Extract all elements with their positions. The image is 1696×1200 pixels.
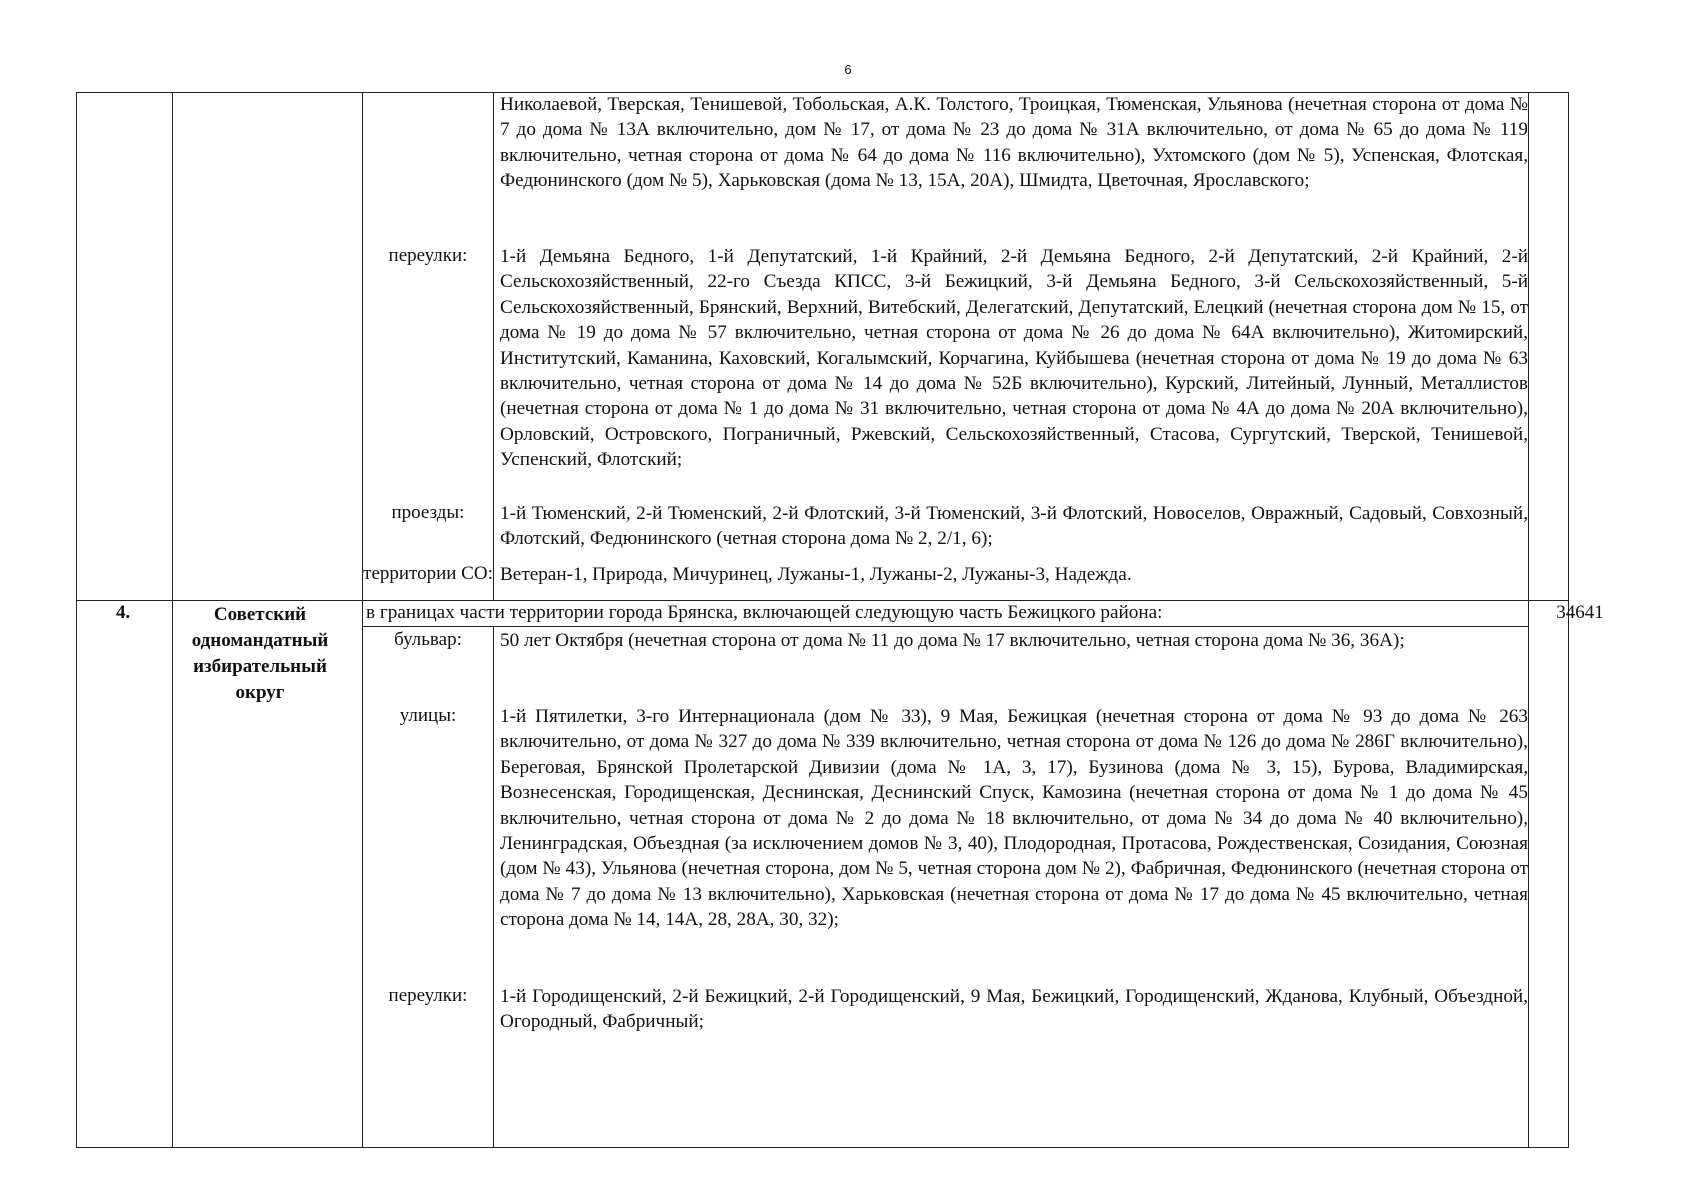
label-sep-lower bbox=[493, 626, 494, 1147]
okrug-name: Советский одномандатный избирательный округ bbox=[191, 604, 329, 703]
label-bulvar: бульвар: bbox=[394, 629, 462, 650]
row-header-text: в границах части территории города Брянска, включающей следующую часть Бежицкого района: bbox=[366, 602, 1163, 623]
pereulki-text: 1-й Городищенский, 2-й Бежицкий, 2-й Городищенский, 9 Мая, Бежицкий, Городищенский, Жданова, Клубный, Объездной, Огородный, Фабричный; bbox=[500, 986, 1528, 1033]
prev-streets-text: Николаевой, Тверская, Тенишевой, Тобольская, А.К. Толстого, Троицкая, Тюменская, Ульянова (нечетная сторона от дома № 7 до дома № 13А включительно, дом № 17, от дома № 23 до дома № 31А включительно, от дома № 65 до дома № 119 включительно, четная сторона от дома № 64 до дома № 116 включительно), Ухтомского (дом № 5), Успенская, Флотская, Федюнинского (дом № 5), Харьковская (дома № 13, 15А, 20А), Шмидта, Цветочная, Ярославского; bbox=[500, 94, 1528, 192]
prev-label-proezdy: проезды: bbox=[391, 502, 465, 523]
bulvar-text: 50 лет Октября (нечетная сторона от дома № 11 до дома № 17 включительно, четная сторона дома № 36, 36А); bbox=[500, 630, 1405, 651]
row-number: 4. bbox=[116, 602, 131, 623]
districts-table bbox=[76, 92, 1604, 1147]
prev-territorii-text: Ветеран-1, Природа, Мичуринец, Лужаны-1, Лужаны-2, Лужаны-3, Надежда. bbox=[500, 564, 1132, 585]
label-pereulki: переулки: bbox=[388, 985, 468, 1006]
prev-proezdy-text: 1-й Тюменский, 2-й Тюменский, 2-й Флотский, 3-й Тюменский, 3-й Флотский, Новоселов, Овражный, Садовый, Совхозный, Флотский, Федюнинского (четная сторона дома № 2, 2/1, 6); bbox=[500, 503, 1528, 550]
prev-label-pereulki: переулки: bbox=[388, 245, 468, 266]
voters-count: 34641 bbox=[1556, 602, 1604, 623]
prev-label-territorii: территории СО: bbox=[363, 563, 493, 584]
table-border-bottom bbox=[76, 1147, 1569, 1148]
header-underline bbox=[362, 626, 1528, 627]
label-sep-upper bbox=[493, 92, 494, 600]
label-ulitsy: улицы: bbox=[399, 705, 457, 726]
table-border-left bbox=[76, 92, 77, 1147]
page-number: 6 bbox=[844, 62, 852, 77]
ulitsy-text: 1-й Пятилетки, 3-го Интернационала (дом № 33), 9 Мая, Бежицкая (нечетная сторона от дома № 93 до дома № 263 включительно, от дома № 327 до дома № 339 включительно, четная сторона от дома № 126 до дома № 286Г включительно), Береговая, Брянской Пролетарской Дивизии (дома № 1А, 3, 17), Бузинова (дома № 3, 15), Бурова, Владимирская, Вознесенская, Городищенская, Деснинская, Деснинский Спуск, Камозина (нечетная сторона от дома № 1 до дома № 45 включительно, четная сторона от дома № 2 до дома № 18 включительно, от дома № 34 до дома № 40 включительно), Ленинградская, Объездная (за исключением домов № 3, 40), Плодородная, Протасова, Рождественская, Созидания, Союзная (дом № 43), Ульянова (нечетная сторона, дом № 5, четная сторона дом № 2), Фабричная, Федюнинского (нечетная сторона от дома № 7 до дома № 13 включительно), Харьковская (нечетная сторона от дома № 17 до дома № 45 включительно, четная сторона дома № 14, 14А, 28, 28А, 30, 32); bbox=[500, 706, 1528, 931]
row-separator bbox=[76, 600, 1569, 601]
prev-pereulki-text: 1-й Демьяна Бедного, 1-й Депутатский, 1-й Крайний, 2-й Демьяна Бедного, 2-й Депутатский, 2-й Крайний, 2-й Сельскохозяйственный, 22-го Съезда КПСС, 3-й Бежицкий, 3-й Демьяна Бедного, 3-й Сельскохозяйственный, 5-й Сельскохозяйственный, Брянский, Верхний, Витебский, Делегатский, Депутатский, Елецкий (нечетная сторона дом № 15, от дома № 19 до дома № 57 включительно, четная сторона от дома № 26 до дома № 64А включительно), Житомирский, Институтский, Каманина, Каховский, Когалымский, Корчагина, Куйбышева (нечетная сторона от дома № 19 до дома № 63 включительно, четная сторона от дома № 14 до дома № 52Б включительно), Курский, Литейный, Лунный, Металлистов (нечетная сторона от дома № 1 до дома № 31 включительно, четная сторона от дома № 4А до дома № 20А включительно), Орловский, Островского, Пограничный, Ржевский, Сельскохозяйственный, Стасова, Сургутский, Тверской, Тенишевой, Успенский, Флотский; bbox=[500, 246, 1528, 471]
